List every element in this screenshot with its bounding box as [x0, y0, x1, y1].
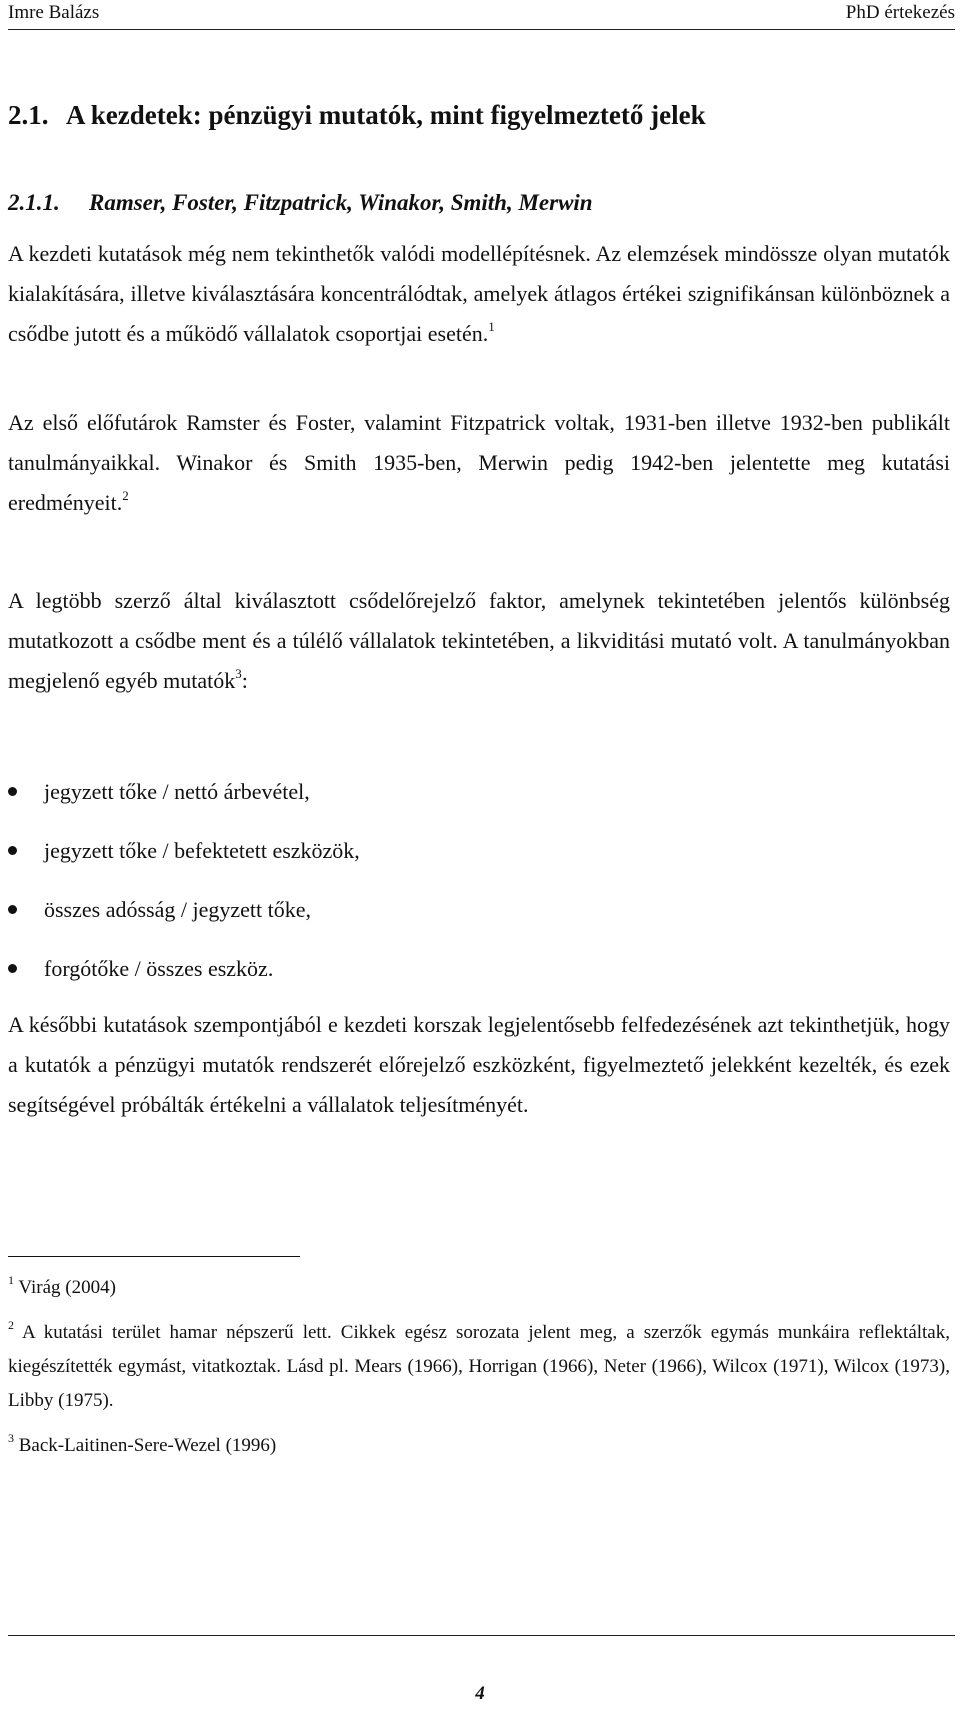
footnote-ref-1[interactable]: 1	[488, 319, 495, 334]
subsection-title: Ramser, Foster, Fitzpatrick, Winakor, Smith, Merwin	[89, 190, 593, 215]
bullet-icon	[8, 905, 17, 914]
running-header-author: Imre Balázs	[8, 2, 100, 23]
page-number: 4	[475, 1683, 485, 1704]
bullet-icon	[8, 787, 17, 796]
paragraph-3-tail: :	[241, 668, 248, 693]
bullet-icon	[8, 964, 17, 973]
footnote-2	[8, 1316, 950, 1418]
subsection-number: 2.1.1.	[8, 190, 60, 215]
paragraph-3	[8, 581, 950, 701]
footnote-1	[8, 1271, 950, 1305]
footnote-text: Back-Laitinen-Sere-Wezel (1996)	[18, 1435, 277, 1456]
section-heading	[8, 100, 706, 131]
footnote-number: 3	[8, 1431, 14, 1445]
footnote-text: Virág (2004)	[18, 1277, 116, 1298]
paragraph-1-text: A kezdeti kutatások még nem tekinthetők valódi modellépítésnek. Az elemzések mindössze olyan mutatók kialakítására, illetve kiválasztására koncentrálódtak, amelyek átlagos értékei szignifikánsan különböznek a csődbe jutott és a működő vállalatok csoportjai esetén.	[8, 241, 950, 346]
list-item-text: forgótőke / összes eszköz.	[44, 956, 274, 981]
list-item	[8, 892, 950, 951]
section-title: A kezdetek: pénzügyi mutatók, mint figyelmeztető jelek	[66, 100, 706, 130]
footnote-ref-3[interactable]: 3	[235, 666, 242, 681]
footnote-3	[8, 1429, 950, 1463]
list-item	[8, 833, 950, 892]
bullet-icon	[8, 846, 17, 855]
paragraph-3-text: A legtöbb szerző által kiválasztott csődelőrejelző faktor, amelynek tekintetében jelentős különbség mutatkozott a csődbe ment és a túlélő vállalatok tekintetében, a likviditási mutató volt. A tanulmányokban megjelenő egyéb mutatók	[8, 588, 950, 693]
running-header-doc-type: PhD értekezés	[845, 2, 955, 23]
list-item-text: jegyzett tőke / befektetett eszközök,	[44, 838, 360, 863]
list-item	[8, 951, 950, 1010]
section-number: 2.1.	[8, 100, 49, 130]
footnote-ref-2[interactable]: 2	[122, 488, 129, 503]
footer-divider	[8, 1635, 955, 1636]
footnote-number: 1	[8, 1273, 14, 1287]
footnote-divider	[8, 1256, 300, 1257]
list-item-text: összes adósság / jegyzett tőke,	[44, 897, 311, 922]
list-item	[8, 774, 950, 833]
paragraph-2	[8, 403, 950, 523]
header-divider	[8, 29, 955, 30]
ratio-list	[8, 774, 950, 1010]
paragraph-4: A későbbi kutatások szempontjából e kezdeti korszak legjelentősebb felfedezésének azt tekinthetjük, hogy a kutatók a pénzügyi mutatók rendszerét előrejelző eszközként, figyelmeztető jelekként kezelték, és ezek segítségével próbálták értékelni a vállalatok teljesítményét.	[8, 1012, 950, 1117]
paragraph-2-text: Az első előfutárok Ramster és Foster, valamint Fitzpatrick voltak, 1931-ben illetve 1932-ben publikált tanulmányaikkal. Winakor és Smith 1935-ben, Merwin pedig 1942-ben jelentette meg kutatási eredményeit.	[8, 410, 950, 515]
subsection-heading	[8, 190, 593, 216]
paragraph-1	[8, 234, 950, 354]
list-item-text: jegyzett tőke / nettó árbevétel,	[44, 779, 310, 804]
footnote-text: A kutatási terület hamar népszerű lett. Cikkek egész sorozata jelent meg, a szerzők egymás munkáira reflektáltak, kiegészítették egymást, vitatkoztak. Lásd pl. Mears (1966), Horrigan (1966), Neter (1966), Wilcox (1971), Wilcox (1973), Libby (1975).	[8, 1322, 950, 1411]
footnote-number: 2	[8, 1318, 14, 1332]
